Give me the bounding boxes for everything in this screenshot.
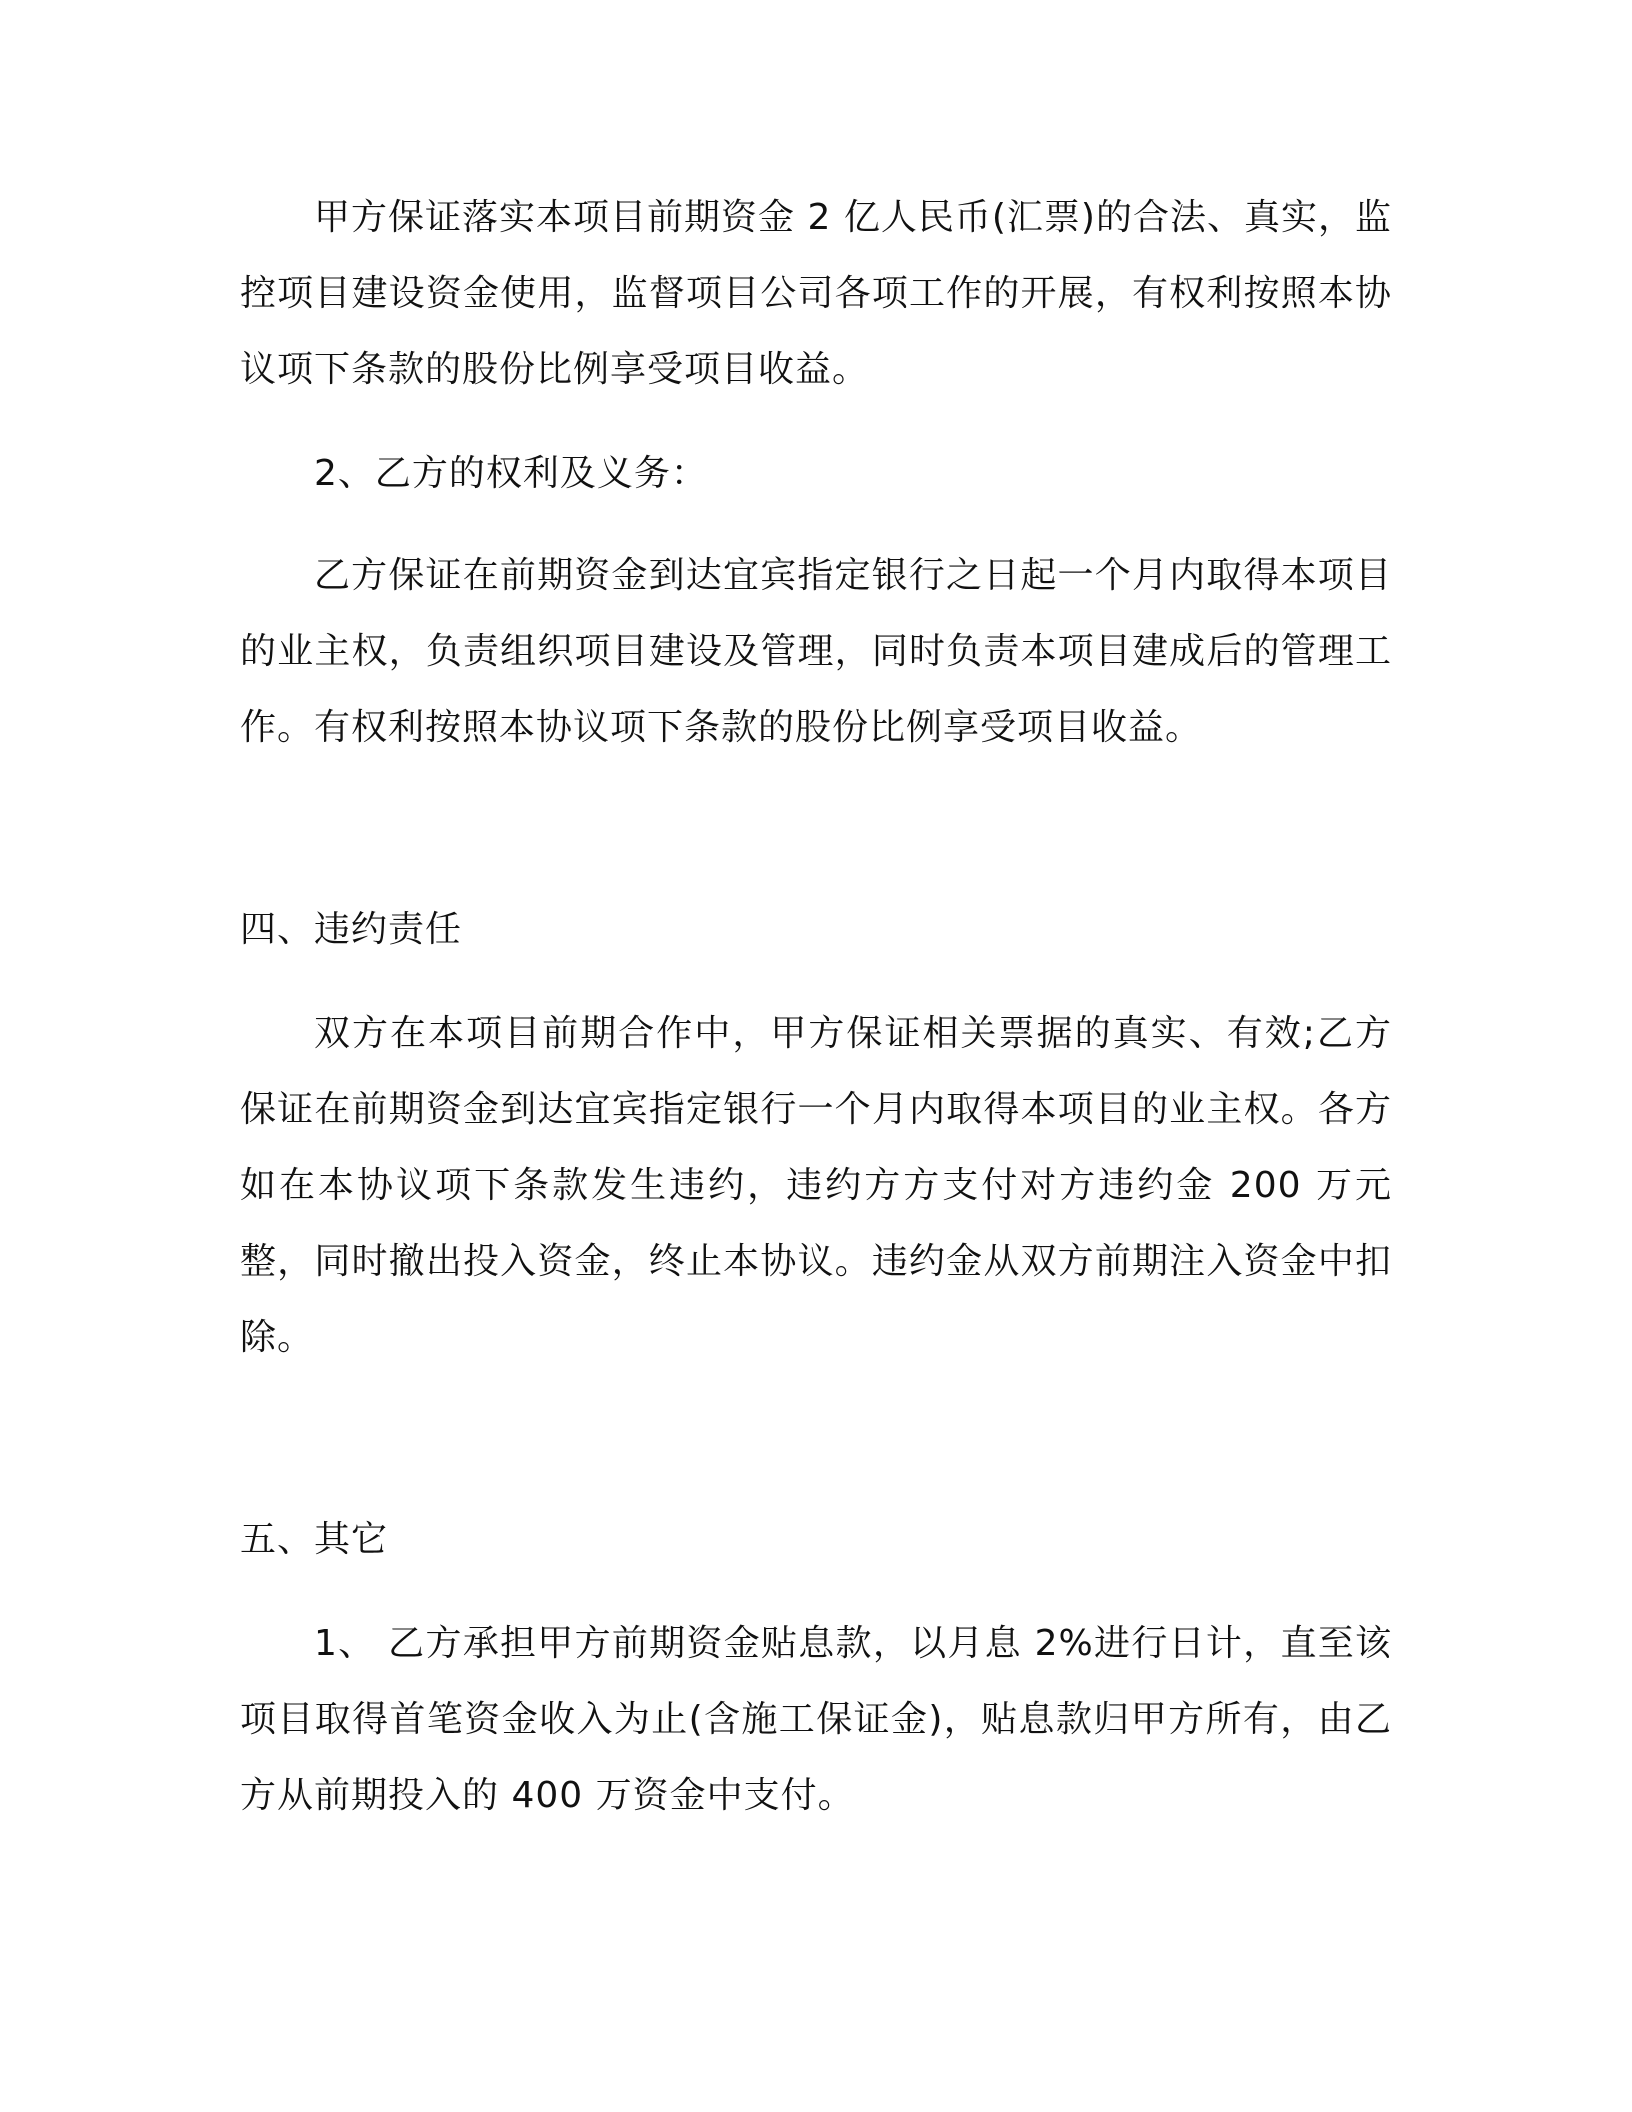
section-heading-other: 五、其它	[240, 1519, 389, 1560]
paragraph-party-b-rights: 乙方保证在前期资金到达宜宾指定银行之日起一个月内取得本项目的业主权，负责组织项目建设及管理，同时负责本项目建成后的管理工作。有权利按照本协议项下条款的股份比例享受项目收益。	[240, 555, 1392, 748]
paragraph-other-item-1: 1、 乙方承担甲方前期资金贴息款，以月息 2%进行日计，直至该项目取得首笔资金收入为止(含施工保证金)，贴息款归甲方所有，由乙方从前期投入的 400 万资金中支付。	[240, 1623, 1392, 1816]
subheading-party-b-rights: 2、乙方的权利及义务：	[314, 453, 708, 494]
paragraph-party-a-rights: 甲方保证落实本项目前期资金 2 亿人民币(汇票)的合法、真实，监控项目建设资金使用，监督项目公司各项工作的开展，有权利按照本协议项下条款的股份比例享受项目收益。	[240, 197, 1392, 390]
paragraph-breach-liability: 双方在本项目前期合作中，甲方保证相关票据的真实、有效;乙方保证在前期资金到达宜宾指定银行一个月内取得本项目的业主权。各方如在本协议项下条款发生违约，违约方方支付对方违约金 200 万元整，同时撤出投入资金，终止本协议。违约金从双方前期注入资金中扣除。	[240, 1013, 1392, 1358]
section-heading-breach-liability: 四、违约责任	[240, 909, 463, 950]
